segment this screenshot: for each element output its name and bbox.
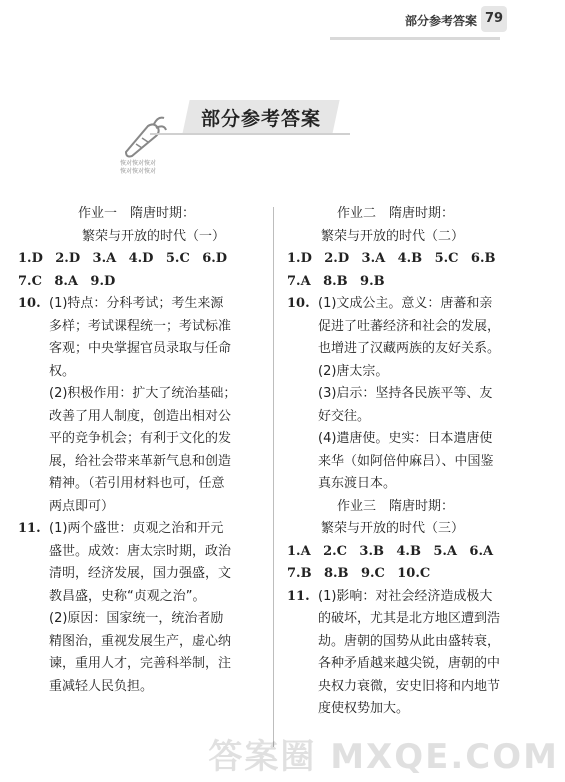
header-title: 部分参考答案 xyxy=(404,14,477,28)
assignment-subheading: 繁荣与开放的时代（一） xyxy=(82,228,226,244)
column-divider xyxy=(273,207,274,747)
mascot-caption: 恢对恢对恢对 恢对恢对恢对 xyxy=(120,160,157,175)
assignment-heading: 作业二 隋唐时期： xyxy=(337,206,455,221)
page-number: 79 xyxy=(481,6,507,32)
section-banner xyxy=(186,100,336,134)
mc-answers-row: 1.A 2.C 3.B 4.B 5.A 6.A xyxy=(287,543,494,559)
mc-answers-row: 1.D 2.D 3.A 4.D 5.C 6.D xyxy=(18,251,228,266)
left-column xyxy=(18,203,270,698)
page-header xyxy=(0,0,565,46)
mc-answers-row: 1.D 2.D 3.A 4.B 5.C 6.B xyxy=(287,251,496,266)
question-11: 11. (1)两个盛世：贞观之治和开元 盛世。成效：唐太宗时期，政治 清明，经济发展，国力强盛，文 教昌盛，史称“贞观之治”。 (2)原因：国家统一，统治者励 精图治，重视发展生产，虚心纳 谏，重用人才，完善科举制，注 重减轻人民负担。 xyxy=(18,521,232,694)
assignment-subheading: 繁荣与开放的时代（三） xyxy=(321,521,465,536)
assignment-heading: 作业三 隋唐时期： xyxy=(337,498,455,514)
mc-answers-row: 7.B 8.B 9.C 10.C xyxy=(287,566,431,581)
header-rule xyxy=(330,37,500,40)
site-watermark: 答案圈 MXQE.COM xyxy=(208,737,559,777)
carrot-mascot-icon xyxy=(118,112,168,162)
question-10: 10. (1)文成公主。意义：唐蕃和亲 促进了吐蕃经济和社会的发展， 也增进了汉藏两族的友好关系。 (2)唐太宗。 (3)启示：坚持各民族平等、友 好交往。 (4)遣唐使。史实：日本遣唐使 来华（如阿倍仲麻吕）、中国鉴 真东渡日本。 xyxy=(287,296,501,491)
assignment-heading: 作业一 隋唐时期： xyxy=(78,206,196,221)
right-column xyxy=(287,203,549,721)
mc-answers-row: 7.C 8.A 9.D xyxy=(18,273,116,289)
banner-rule xyxy=(150,133,350,135)
banner-title: 部分参考答案 xyxy=(200,108,321,130)
mc-answers-row: 7.A 8.B 9.B xyxy=(287,273,385,289)
assignment-subheading: 繁荣与开放的时代（二） xyxy=(321,228,465,244)
question-10: 10. (1)特点：分科考试；考生来源 多样；考试课程统一；考试标准 客观；中央掌握官员录取与任命 权。 (2)积极作用：扩大了统治基础； 改善了用人制度，创造出相对公 平的竞争机会；有利于文化的发 展，给社会带来革新气息和创造 精神。（若引用材料也可，任意 两点即可） xyxy=(18,296,237,514)
question-11: 11. (1)影响：对社会经济造成极大 的破坏，尤其是北方地区遭到浩 劫。唐朝的国势从此由盛转衰， 各种矛盾越来越尖锐，唐朝的中 央权力衰微，安史旧将和内地节 度使权势加大。 xyxy=(287,588,501,716)
